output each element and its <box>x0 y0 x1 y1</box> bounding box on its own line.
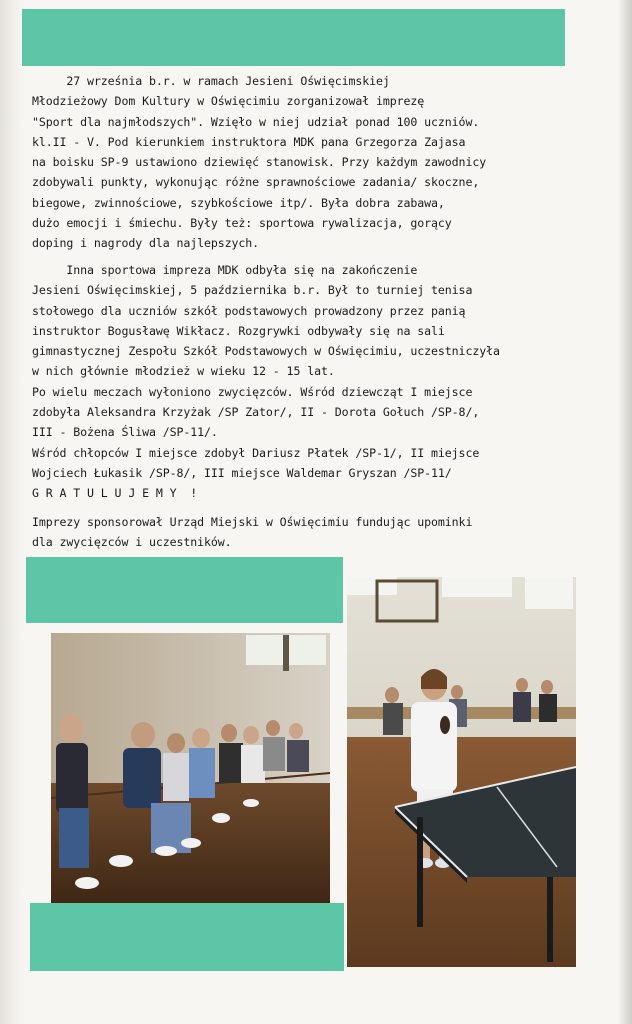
top-accent-band <box>22 9 565 66</box>
text-line: stołowego dla uczniów szkół podstawowych prowadzony przez panią <box>32 303 466 318</box>
text-line: doping i nagrody dla najlepszych. <box>32 236 260 251</box>
text-line: Wśród chłopców I miejsce zdobył Dariusz Płatek /SP-1/, II miejsce <box>32 445 480 460</box>
text-line: kl.II - V. Pod kierunkiem instruktora MDK pana Grzegorza Zajasa <box>32 134 466 149</box>
text-line: zdobyła Aleksandra Krzyżak /SP Zator/, II - Dorota Gołuch /SP-8/, <box>32 405 480 420</box>
text-line: biegowe, zwinnościowe, szybkościowe itp/. Była dobra zabawa, <box>32 195 445 210</box>
binding-shadow <box>0 0 22 1024</box>
table-tennis-photo <box>347 577 576 967</box>
paragraph-turniej-tenisa <box>32 260 500 504</box>
mid-accent-band <box>26 557 343 623</box>
text-line: Inna sportowa impreza MDK odbyła się na zakończenie <box>32 263 418 277</box>
text-line: dużo emocji i śmiechu. Były też: sportowa rywalizacja, gorący <box>32 216 452 231</box>
text-line: "Sport dla najmłodszych". Wzięło w niej udział ponad 100 uczniów. <box>32 114 480 129</box>
spectators-photo <box>51 633 330 903</box>
text-line: Jesieni Oświęcimskiej, 5 października b.r. Był to turniej tenisa <box>32 283 473 298</box>
page-edge <box>618 0 632 1024</box>
text-line: instruktor Bogusławę Wikłacz. Rozgrywki odbywały się na sali <box>32 323 445 338</box>
text-line: Po wielu meczach wyłoniono zwycięzców. Wśród dziewcząt I miejsce <box>32 384 473 399</box>
paragraph-sponsor <box>32 512 472 553</box>
text-line: w nich głównie młodzież w wieku 12 - 15 lat. <box>32 364 335 379</box>
text-line: Imprezy sponsorował Urząd Miejski w Oświęcimiu fundując upominki <box>32 515 473 529</box>
bottom-accent-band <box>30 903 344 971</box>
text-line: G R A T U L U J E M Y ! <box>32 486 198 501</box>
text-line: zdobywali punkty, wykonując różne sprawnościowe zadania/ skoczne, <box>32 175 480 190</box>
text-line: Wojciech Łukasik /SP-8/, III miejsce Waldemar Gryszan /SP-11/ <box>32 465 452 480</box>
paragraph-sport-dla-najmlodszych <box>32 71 486 254</box>
text-line: dla zwycięzców i uczestników. <box>32 535 232 550</box>
text-line: gimnastycznej Zespołu Szkół Podstawowych w Oświęcimiu, uczestniczyła <box>32 344 500 359</box>
text-line: 27 września b.r. w ramach Jesieni Oświęcimskiej <box>32 74 390 88</box>
text-line: na boisku SP-9 ustawiono dziewięć stanowisk. Przy każdym zawodnicy <box>32 155 487 170</box>
text-line: Młodzieżowy Dom Kultury w Oświęcimiu zorganizował imprezę <box>32 94 425 109</box>
text-line: III - Bożena Śliwa /SP-11/. <box>32 425 218 440</box>
